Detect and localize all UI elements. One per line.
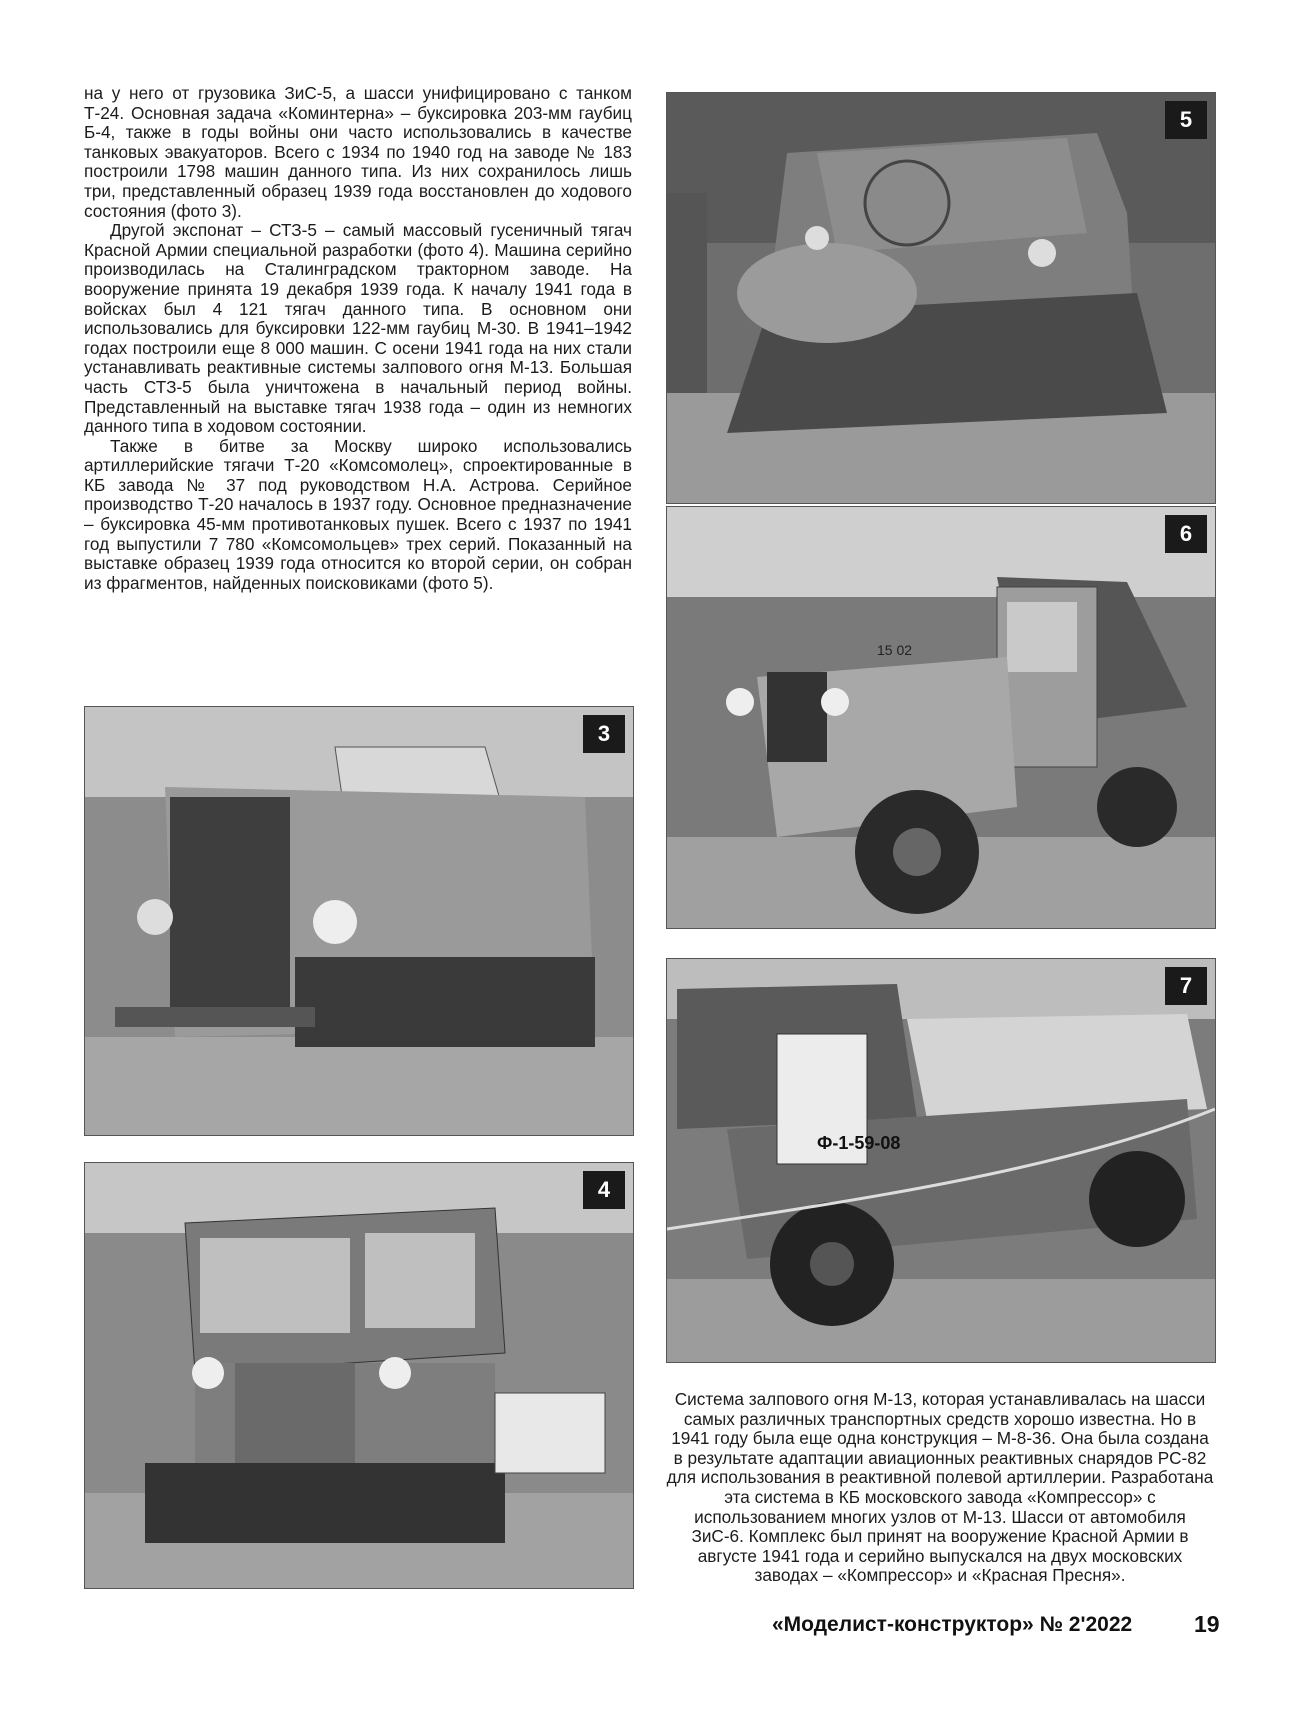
photo-6 [666,506,1216,929]
paragraph-4: Система залпового огня М-13, которая устанавливалась на шасси самых различных транспортных средств хорошо известна. Но в 1941 году была еще одна конструкция – М-8-36. Она была создана в результате адаптации авиационных реактивных снарядов РС-82 для использования в реактивной полевой артиллерии. Разработана эта система в КБ московского завода «Компрессор» с использованием многих узлов от М-13. Шасси от автомобиля ЗиС-6. Комплекс был принят на вооружение Красной Армии в августе 1941 года и серийно выпускался на двух московских заводах – «Компрессор» и «Красная Пресня». [666,1389,1214,1586]
photo-5-image [667,93,1215,503]
photo-6-image [667,507,1215,928]
paragraph-3: Также в битве за Москву широко использовались артиллерийские тягачи Т-20 «Комсомолец», спроектированные в КБ завода № 37 под руководством Н.А. Астрова. Серийное производство Т-20 началось в 1937 году. Основное предназначение – буксировка 45-мм противотанковых пушек. Всего с 1937 по 1941 год выпустили 7 780 «Комсомольцев» трех серий. Показанный на выставке образец 1939 года относится ко второй серии, он собран из фрагментов, найденных поисковиками (фото 5). [84,435,632,593]
photo-4-image [85,1163,633,1588]
photo-3-image [85,707,633,1135]
photo-4 [84,1162,634,1589]
article-text-right [666,1390,1214,1586]
paragraph-1: на у него от грузовика ЗиС-5, а шасси унифицировано с танком Т-24. Основная задача «Коминтерна» – буксировка 203-мм гаубиц Б-4, также в годы войны они часто использовались в качестве танковых эвакуаторов. Всего с 1934 по 1940 год на заводе № 183 построили 1798 машин данного типа. Из них сохранилось лишь три, представленный образец 1939 года восстановлен до ходового состояния (фото 3). [84,83,632,221]
photo-7-plate: Ф-1-59-08 [817,1133,901,1153]
page-number: 19 [1194,1611,1220,1637]
photo-6-plate: 15 02 [877,642,913,658]
photo-4-number: 4 [583,1171,625,1209]
photo-7 [666,958,1216,1363]
photo-5 [666,92,1216,504]
photo-7-image [667,959,1215,1362]
photo-6-number: 6 [1165,515,1207,553]
article-text-left [84,84,632,593]
paragraph-2: Другой экспонат – СТЗ-5 – самый массовый гусеничный тягач Красной Армии специальной разработки (фото 4). Машина серийно производилась на Сталинградском тракторном заводе. На вооружение принята 19 декабря 1939 года. К началу 1941 года в войсках был 4 121 тягач данного типа. В основном они использовались для буксировки 122-мм гаубиц М-30. В 1941–1942 годах построили еще 8 000 машин. С осени 1941 года на них стали устанавливать реактивные системы залпового огня М-13. Большая часть СТЗ-5 была уничтожена в начальный период войны. Представленный на выставке тягач 1938 года – один из немногих данного типа в ходовом состоянии. [84,220,632,437]
photo-5-number: 5 [1165,101,1207,139]
footer-magazine: «Моделист-конструктор» № 2'2022 [772,1613,1133,1636]
photo-3-number: 3 [583,715,625,753]
photo-7-number: 7 [1165,967,1207,1005]
photo-3 [84,706,634,1136]
